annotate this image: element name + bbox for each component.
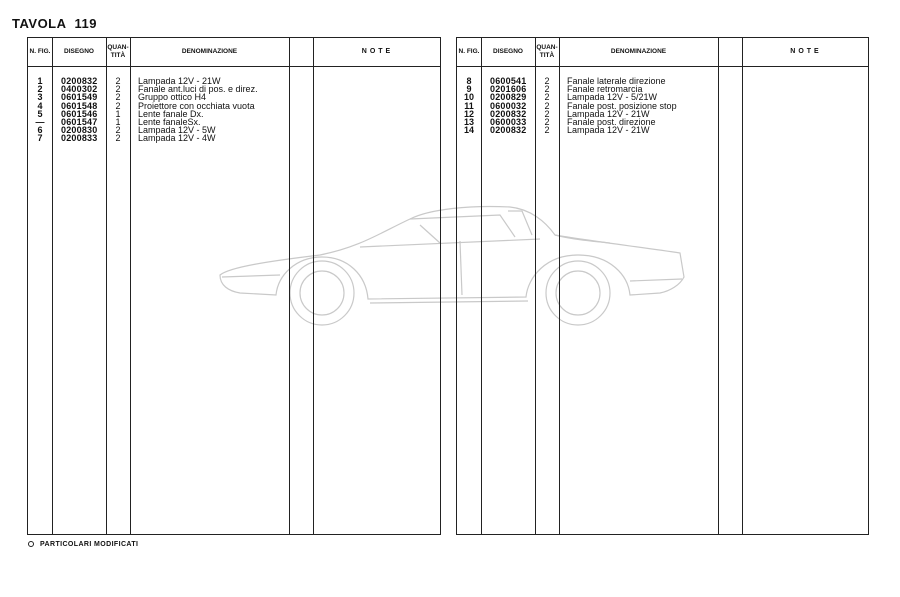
table-row [457,126,868,134]
disegno-cell: 0600033 [490,116,527,127]
quantita-cell: 2 [115,92,121,103]
table-row [28,134,440,142]
quantita-cell: 2 [544,116,550,127]
disegno-cell: 0200832 [61,76,98,86]
left-rows [28,77,440,143]
quantita-cell: 2 [544,84,550,95]
fig-cell: 6 [37,125,43,136]
disegno-cell: 0200832 [490,125,527,136]
fig-cell: 7 [37,133,43,144]
denominazione-cell: Lampada 12V - 21W [567,125,650,136]
disegno-cell: 0200833 [61,133,98,144]
disegno-cell: 0200830 [61,125,98,136]
disegno-cell: 0600032 [490,100,527,111]
header-fig: N. FIG. [458,48,480,55]
header-divider [28,66,440,67]
footer-text: PARTICOLARI MODIFICATI [40,541,139,548]
denominazione-cell: Lampada 12V - 5W [138,125,216,136]
header-note: NOTE [790,48,822,55]
denominazione-cell: Fanale retromarcia [567,84,643,95]
parts-table-right [456,37,869,535]
denominazione-cell: Lente fanaleSx. [138,116,201,127]
quantita-cell: 2 [544,76,550,86]
fig-cell: 14 [463,125,474,136]
parts-table-left [27,37,441,535]
quantita-cell: 2 [115,125,121,136]
denominazione-cell: Lampada 12V - 4W [138,133,216,144]
header-denominazione: DENOMINAZIONE [181,48,238,55]
denominazione-cell: Lampada 12V - 5/21W [567,92,658,103]
denominazione-cell: Fanale post. direzione [567,116,656,127]
fig-cell: 1 [37,76,43,86]
quantita-cell: 2 [544,100,550,111]
fig-cell: 9 [466,84,472,95]
footer-note [28,541,138,548]
quantita-cell: 2 [115,84,121,95]
denominazione-cell: Fanale laterale direzione [567,76,666,86]
header-quantita: QUAN- TITÀ [107,44,129,59]
quantita-cell: 2 [115,100,121,111]
right-rows [457,77,868,134]
disegno-cell: 0200829 [490,92,527,103]
disegno-cell: 0601548 [61,100,98,111]
header-quantita: QUAN- TITÀ [536,44,558,59]
title-number: 119 [74,16,97,31]
page-title [12,16,97,31]
fig-cell: 10 [463,92,474,103]
header-disegno: DISEGNO [493,48,523,55]
denominazione-cell: Lente fanale Dx. [138,108,204,119]
fig-cell: — [35,116,45,127]
disegno-cell: 0201606 [490,84,527,95]
fig-cell: 11 [464,100,474,111]
fig-cell: 13 [463,116,474,127]
disegno-cell: 0200832 [490,108,527,119]
fig-cell: 3 [37,92,43,103]
denominazione-cell: Lampada 12V - 21W [567,108,650,119]
fig-cell: 5 [37,108,43,119]
fig-cell: 2 [37,84,43,95]
denominazione-cell: Lampada 12V - 21W [138,76,221,86]
quantita-cell: 2 [544,92,550,103]
disegno-cell: 0601547 [61,116,98,127]
header-disegno: DISEGNO [64,48,94,55]
quantita-cell: 2 [544,108,550,119]
fig-cell: 4 [37,100,43,111]
disegno-cell: 0400302 [61,84,98,95]
quantita-cell: 2 [115,76,121,86]
fig-cell: 8 [466,76,472,86]
denominazione-cell: Gruppo ottico H4 [138,92,207,103]
disegno-cell: 0600541 [490,76,527,86]
header-denominazione: DENOMINAZIONE [610,48,667,55]
quantita-cell: 1 [115,108,121,119]
header-fig: N. FIG. [29,48,51,55]
bullet-icon [28,541,34,547]
quantita-cell: 1 [115,116,121,127]
header-divider [457,66,868,67]
quantita-cell: 2 [115,133,121,144]
denominazione-cell: Proiettore con occhiata vuota [138,100,255,111]
title-label: TAVOLA [12,16,67,31]
quantita-cell: 2 [544,125,550,136]
header-note: NOTE [361,48,394,55]
denominazione-cell: Fanale post. posizione stop [567,100,677,111]
disegno-cell: 0601549 [61,92,98,103]
fig-cell: 12 [463,108,474,119]
disegno-cell: 0601546 [61,108,98,119]
denominazione-cell: Fanale ant.luci di pos. e direz. [138,84,258,95]
